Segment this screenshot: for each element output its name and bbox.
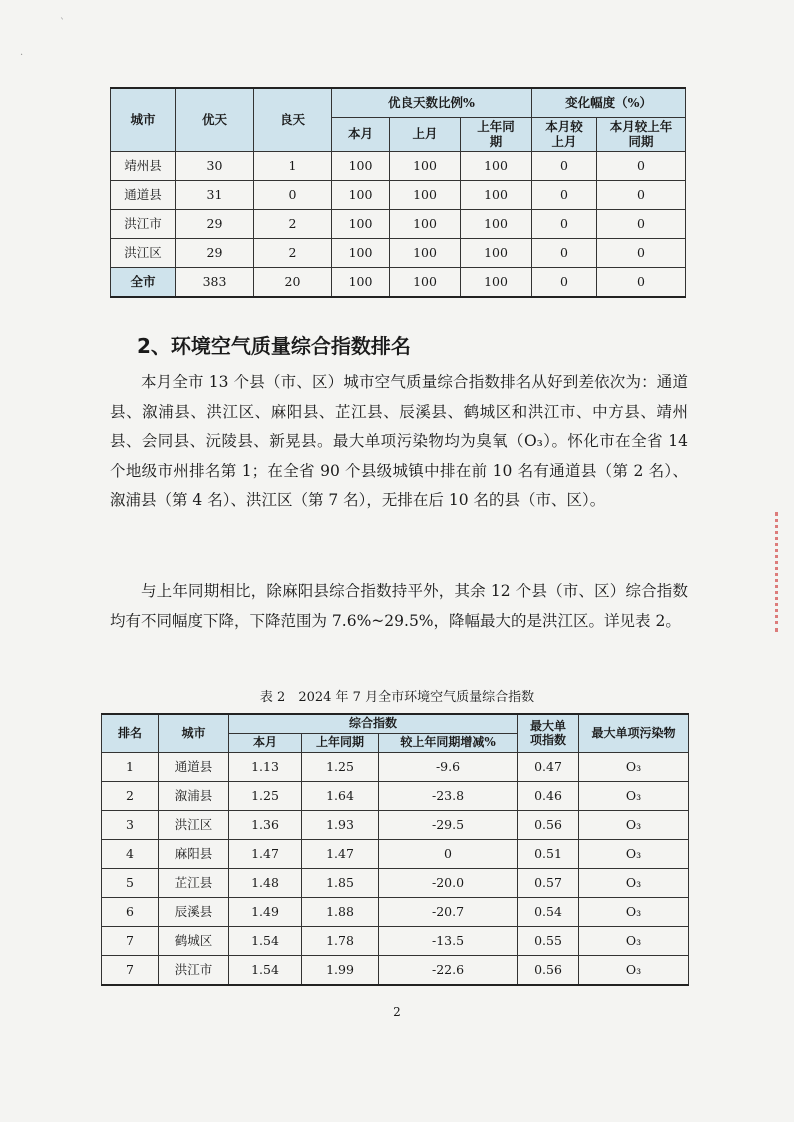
cell-max-index: 0.47 <box>518 753 579 782</box>
cell-excellent: 29 <box>176 239 254 268</box>
cell-good: 20 <box>254 268 332 298</box>
cell-change: -20.7 <box>379 898 518 927</box>
cell-rank: 1 <box>102 753 159 782</box>
city-good-days-table <box>110 87 686 298</box>
table-row <box>102 898 689 927</box>
cell-rank: 7 <box>102 927 159 956</box>
cell-rank: 4 <box>102 840 159 869</box>
cell-vs-last-month: 0 <box>532 152 597 181</box>
header-ratio-group: 优良天数比例% <box>332 88 532 118</box>
cell-last-month: 100 <box>390 210 461 239</box>
table-row <box>102 869 689 898</box>
cell-good: 2 <box>254 210 332 239</box>
cell-last-year: 1.93 <box>302 811 379 840</box>
cell-last-month: 100 <box>390 268 461 298</box>
cell-last-year: 100 <box>461 152 532 181</box>
cell-city: 辰溪县 <box>159 898 229 927</box>
cell-last-month: 100 <box>390 239 461 268</box>
table-row <box>102 956 689 986</box>
cell-max-pollutant: O₃ <box>579 811 689 840</box>
cell-max-pollutant: O₃ <box>579 927 689 956</box>
cell-rank: 5 <box>102 869 159 898</box>
cell-vs-last-year: 0 <box>597 268 686 298</box>
cell-good: 0 <box>254 181 332 210</box>
cell-last-year: 1.99 <box>302 956 379 986</box>
header-this-month: 本月 <box>332 118 390 152</box>
cell-change: -29.5 <box>379 811 518 840</box>
header-this-month: 本月 <box>229 734 302 753</box>
paragraph-ranking: 本月全市 13 个县（市、区）城市空气质量综合指数排名从好到差依次为：通道县、溆浦县、洪江区、麻阳县、芷江县、辰溪县、鹤城区和洪江市、中方县、靖州县、会同县、沅陵县、新晃县。最大单项污染物均为臭氧（O₃）。怀化市在全省 14 个地级市州排名第 1；在全省 90 个县级城镇中排在前 10 名有通道县（第 2 名）、溆浦县（第 4 名）、洪江区（第 7 名），无排在后 10 名的县（市、区）。 <box>110 373 688 509</box>
cell-this-month: 100 <box>332 268 390 298</box>
table-row <box>102 782 689 811</box>
cell-city: 通道县 <box>159 753 229 782</box>
header-max-index: 最大单项指数 <box>518 714 579 753</box>
table-row <box>111 152 686 181</box>
cell-city: 洪江市 <box>111 210 176 239</box>
header-vs-last-month: 本月较上月 <box>532 118 597 152</box>
cell-max-pollutant: O₃ <box>579 869 689 898</box>
cell-change: -13.5 <box>379 927 518 956</box>
header-last-year: 上年同期 <box>461 118 532 152</box>
cell-last-year: 100 <box>461 181 532 210</box>
table-row <box>111 181 686 210</box>
header-city: 城市 <box>111 88 176 152</box>
cell-city: 溆浦县 <box>159 782 229 811</box>
cell-max-pollutant: O₃ <box>579 898 689 927</box>
scan-mark: · <box>20 50 24 61</box>
cell-rank: 3 <box>102 811 159 840</box>
header-excellent-days: 优天 <box>176 88 254 152</box>
red-seal-edge <box>775 512 792 632</box>
cell-this-month: 1.36 <box>229 811 302 840</box>
cell-this-month: 1.54 <box>229 956 302 986</box>
cell-max-pollutant: O₃ <box>579 840 689 869</box>
header-vs-last-year: 本月较上年同期 <box>597 118 686 152</box>
cell-last-year: 100 <box>461 268 532 298</box>
cell-this-month: 1.47 <box>229 840 302 869</box>
cell-last-year: 100 <box>461 210 532 239</box>
cell-city: 通道县 <box>111 181 176 210</box>
header-change-group: 变化幅度（%） <box>532 88 686 118</box>
cell-good: 2 <box>254 239 332 268</box>
cell-this-month: 1.13 <box>229 753 302 782</box>
cell-this-month: 100 <box>332 181 390 210</box>
cell-this-month: 1.48 <box>229 869 302 898</box>
cell-last-month: 100 <box>390 152 461 181</box>
cell-change: 0 <box>379 840 518 869</box>
cell-max-pollutant: O₃ <box>579 753 689 782</box>
cell-this-month: 1.54 <box>229 927 302 956</box>
cell-this-month: 100 <box>332 152 390 181</box>
cell-rank: 6 <box>102 898 159 927</box>
cell-city: 鹤城区 <box>159 927 229 956</box>
cell-last-year: 1.85 <box>302 869 379 898</box>
cell-vs-last-year: 0 <box>597 152 686 181</box>
cell-max-pollutant: O₃ <box>579 782 689 811</box>
cell-this-month: 100 <box>332 239 390 268</box>
header-last-month: 上月 <box>390 118 461 152</box>
table-row <box>102 840 689 869</box>
cell-vs-last-year: 0 <box>597 181 686 210</box>
scan-mark: ` <box>60 18 65 29</box>
cell-last-year: 1.25 <box>302 753 379 782</box>
table-row-total <box>111 268 686 298</box>
cell-vs-last-month: 0 <box>532 268 597 298</box>
header-change: 较上年同期增减% <box>379 734 518 753</box>
cell-max-index: 0.46 <box>518 782 579 811</box>
cell-city: 芷江县 <box>159 869 229 898</box>
cell-rank: 2 <box>102 782 159 811</box>
cell-this-month: 1.25 <box>229 782 302 811</box>
cell-max-index: 0.56 <box>518 811 579 840</box>
cell-vs-last-month: 0 <box>532 181 597 210</box>
cell-this-month: 1.49 <box>229 898 302 927</box>
page-number: 2 <box>393 1005 401 1019</box>
cell-last-year: 1.47 <box>302 840 379 869</box>
cell-this-month: 100 <box>332 210 390 239</box>
cell-rank: 7 <box>102 956 159 986</box>
cell-excellent: 31 <box>176 181 254 210</box>
header-last-year: 上年同期 <box>302 734 379 753</box>
cell-max-index: 0.54 <box>518 898 579 927</box>
cell-city: 洪江区 <box>159 811 229 840</box>
cell-last-year: 1.64 <box>302 782 379 811</box>
cell-city: 洪江市 <box>159 956 229 986</box>
cell-change: -23.8 <box>379 782 518 811</box>
header-rank: 排名 <box>102 714 159 753</box>
cell-city: 麻阳县 <box>159 840 229 869</box>
table-row <box>102 753 689 782</box>
cell-change: -20.0 <box>379 869 518 898</box>
cell-last-year: 100 <box>461 239 532 268</box>
cell-city: 全市 <box>111 268 176 298</box>
header-city: 城市 <box>159 714 229 753</box>
table-row <box>111 210 686 239</box>
paragraph-comparison: 与上年同期相比，除麻阳县综合指数持平外，其余 12 个县（市、区）综合指数均有不同幅度下降，下降范围为 7.6%~29.5%，降幅最大的是洪江区。详见表 2。 <box>110 582 688 630</box>
cell-change: -9.6 <box>379 753 518 782</box>
composite-index-table <box>101 713 689 986</box>
cell-vs-last-year: 0 <box>597 210 686 239</box>
cell-city: 靖州县 <box>111 152 176 181</box>
cell-good: 1 <box>254 152 332 181</box>
section-heading: 2、环境空气质量综合指数排名 <box>137 334 411 358</box>
cell-max-index: 0.55 <box>518 927 579 956</box>
table-row <box>102 811 689 840</box>
header-good-days: 良天 <box>254 88 332 152</box>
cell-change: -22.6 <box>379 956 518 986</box>
cell-vs-last-year: 0 <box>597 239 686 268</box>
cell-excellent: 29 <box>176 210 254 239</box>
table-row <box>102 927 689 956</box>
table-row <box>111 239 686 268</box>
cell-last-month: 100 <box>390 181 461 210</box>
table2-caption: 表 2 2024 年 7 月全市环境空气质量综合指数 <box>259 690 535 705</box>
cell-vs-last-month: 0 <box>532 210 597 239</box>
header-index-group: 综合指数 <box>229 714 518 734</box>
header-max-pollutant: 最大单项污染物 <box>579 714 689 753</box>
cell-vs-last-month: 0 <box>532 239 597 268</box>
cell-max-index: 0.56 <box>518 956 579 986</box>
cell-max-index: 0.57 <box>518 869 579 898</box>
cell-last-year: 1.78 <box>302 927 379 956</box>
cell-city: 洪江区 <box>111 239 176 268</box>
cell-max-pollutant: O₃ <box>579 956 689 986</box>
cell-max-index: 0.51 <box>518 840 579 869</box>
cell-excellent: 30 <box>176 152 254 181</box>
cell-last-year: 1.88 <box>302 898 379 927</box>
cell-excellent: 383 <box>176 268 254 298</box>
